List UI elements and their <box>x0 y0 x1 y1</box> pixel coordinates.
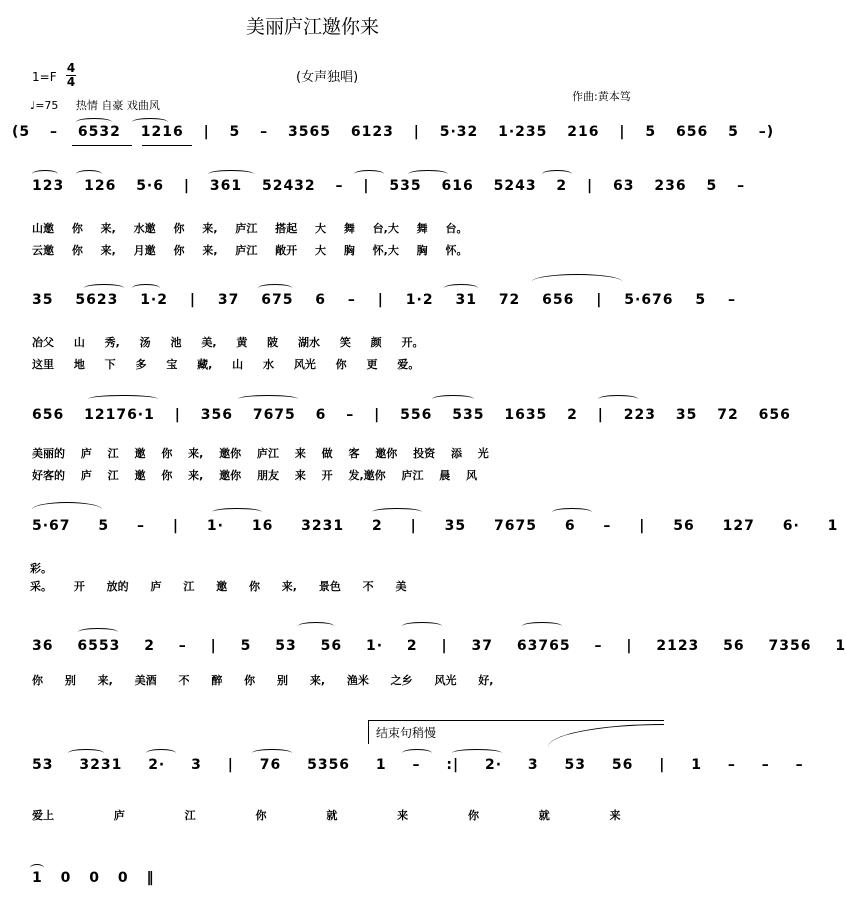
lyrics-row-5-verse-2: 采。 开 放的 庐 江 邀 你 来, 景色 不 美 <box>30 580 407 593</box>
tempo-marking <box>30 97 160 113</box>
meter-bottom: 4 <box>66 75 76 89</box>
notes-row-6: 36 6553 2 – | 5 53 56 1· 2 | 37 63765 – | 2123 56 7356 1 <box>32 638 846 654</box>
style-text: 热情 自豪 戏曲风 <box>75 99 160 112</box>
lyrics-row-5-verse-1: 彩。 <box>30 562 52 575</box>
staff-row-4 <box>12 395 791 495</box>
lyrics-row-2-verse-2: 云邀 你 来, 月邀 你 来, 庐江 敞开 大 胸 怀,大 胸 怀。 <box>32 244 468 257</box>
lyrics-row-2-verse-1: 山邀 你 来, 水邀 你 来, 庐江 搭起 大 舞 台,大 舞 台。 <box>32 222 468 235</box>
notes-row-2: 123 126 5·6 | 361 52432 – | 535 616 5243 2 | 63 236 5 – <box>32 178 746 194</box>
lyrics-row-6: 你 别 来, 美酒 不 醉 你 别 来, 渔米 之乡 风光 好, <box>32 674 494 687</box>
lyrics-row-4-verse-1: 美丽的 庐 江 邀 你 来, 邀你 庐江 来 做 客 邀你 投资 添 光 <box>32 447 489 460</box>
staff-row-3 <box>12 280 737 380</box>
notes-row-3: 35 5623 1·2 | 37 675 6 – | 1·2 31 72 656 | 5·676 5 – <box>32 292 737 308</box>
tempo-value: =75 <box>35 99 59 112</box>
staff-row-5 <box>12 498 839 598</box>
song-title: 美丽庐江邀你来 <box>246 16 380 38</box>
composer: 作曲:黄本笃 <box>572 90 631 103</box>
notes-row-5: 5·67 5 – | 1· 16 3231 2 | 35 7675 6 – | 56 127 6· 1 <box>32 518 839 534</box>
notes-row-7: 53 3231 2· 3 | 76 5356 1 – :| 2· 3 53 56 | 1 – – – <box>32 757 804 773</box>
staff-row-2 <box>12 166 746 266</box>
lyrics-row-3-verse-2: 这里 地 下 多 宝 藏, 山 水 风光 你 更 爱。 <box>32 358 420 371</box>
staff-row-8 <box>12 862 312 902</box>
staff-row-1 <box>12 112 775 162</box>
key-signature: 1=F <box>32 70 57 84</box>
notes-row-8: 1 0 0 0 ‖ <box>32 870 155 886</box>
quarter-note-icon: ♩ <box>30 99 36 112</box>
time-signature <box>66 62 76 89</box>
lyrics-row-4-verse-2: 好客的 庐 江 邀 你 来, 邀你 朋友 来 开 发,邀你 庐江 晨 风 <box>32 469 478 482</box>
ending-instruction: 结束句稍慢 <box>376 726 437 740</box>
lyrics-row-3-verse-1: 冶父 山 秀, 汤 池 美, 黄 陂 湖水 笑 颜 开。 <box>32 336 424 349</box>
notes-row-1: (5 – 6532 1216 | 5 – 3565 6123 | 5·32 1·235 216 | 5 656 5 –) <box>12 124 775 140</box>
meter-top: 4 <box>66 61 76 75</box>
staff-row-7 <box>12 745 804 835</box>
lyrics-row-7: 爱上 庐 江 你 就 来 你 就 来 <box>32 809 621 822</box>
notes-row-4: 656 12176·1 | 356 7675 6 – | 556 535 1635 2 | 223 35 72 656 <box>32 407 791 423</box>
staff-row-6 <box>12 618 846 698</box>
subtitle: (女声独唱) <box>296 70 359 85</box>
